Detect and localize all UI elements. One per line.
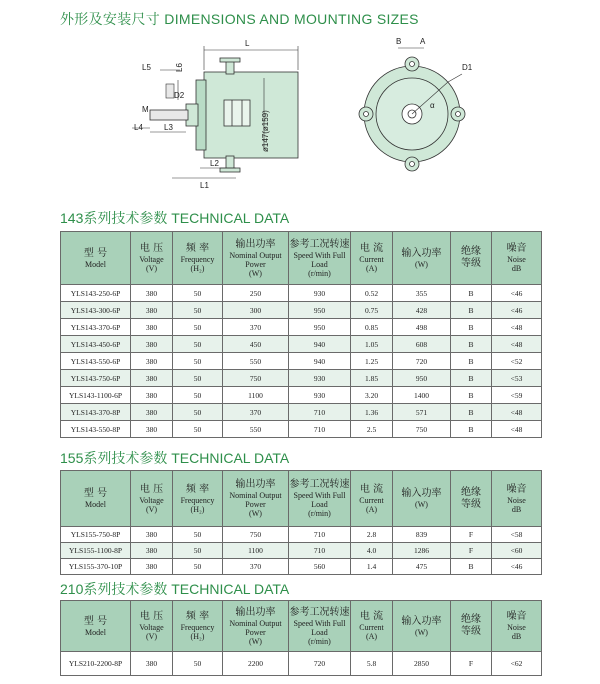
cell-frequency: 50 <box>173 319 223 336</box>
label-B: B <box>396 37 402 46</box>
cell-speed: 720 <box>289 652 351 676</box>
cell-current: 0.52 <box>351 285 393 302</box>
cell-insulation: B <box>451 387 492 404</box>
cell-insulation: F <box>451 527 492 543</box>
dimension-drawing <box>0 0 600 200</box>
header-current: 电 流 Current (A) <box>351 471 393 527</box>
cell-model: YLS143-1100-6P <box>61 387 131 404</box>
cell-voltage: 380 <box>131 543 173 559</box>
header-model: 型 号 Model <box>61 232 131 285</box>
cell-model: YLS143-450-6P <box>61 336 131 353</box>
cell-frequency: 50 <box>173 404 223 421</box>
table-header-row <box>61 601 542 652</box>
cell-speed: 930 <box>289 285 351 302</box>
cell-input-power: 571 <box>393 404 451 421</box>
label-diameter: ø147(ø159) <box>261 110 270 152</box>
cell-input-power: 1286 <box>393 543 451 559</box>
cell-insulation: B <box>451 285 492 302</box>
cell-current: 1.85 <box>351 370 393 387</box>
cell-output-power: 1100 <box>223 387 289 404</box>
table-155-series <box>60 470 542 575</box>
header-model: 型 号 Model <box>61 601 131 652</box>
cell-noise: <48 <box>492 421 542 438</box>
label-L6: L6 <box>175 63 184 72</box>
cell-frequency: 50 <box>173 302 223 319</box>
cell-voltage: 380 <box>131 527 173 543</box>
label-L5: L5 <box>142 63 151 72</box>
table-row <box>61 336 542 353</box>
cell-noise: <59 <box>492 387 542 404</box>
cell-voltage: 380 <box>131 421 173 438</box>
cell-noise: <52 <box>492 353 542 370</box>
cell-current: 2.5 <box>351 421 393 438</box>
cell-voltage: 380 <box>131 404 173 421</box>
cell-insulation: B <box>451 370 492 387</box>
cell-voltage: 380 <box>131 336 173 353</box>
cell-model: YLS155-370-10P <box>61 559 131 575</box>
header-insulation: 绝缘 等级 <box>451 471 492 527</box>
label-L3: L3 <box>164 123 173 132</box>
cell-input-power: 2850 <box>393 652 451 676</box>
cell-input-power: 720 <box>393 353 451 370</box>
cell-model: YLS155-750-8P <box>61 527 131 543</box>
cell-insulation: F <box>451 543 492 559</box>
cell-frequency: 50 <box>173 421 223 438</box>
cell-model: YLS143-750-6P <box>61 370 131 387</box>
cell-noise: <46 <box>492 285 542 302</box>
cell-noise: <46 <box>492 559 542 575</box>
header-insulation: 绝缘 等级 <box>451 601 492 652</box>
cell-voltage: 380 <box>131 559 173 575</box>
cell-insulation: F <box>451 652 492 676</box>
cell-insulation: B <box>451 302 492 319</box>
table-row <box>61 370 542 387</box>
label-A: A <box>420 37 426 46</box>
header-current: 电 流 Current (A) <box>351 232 393 285</box>
cell-speed: 710 <box>289 421 351 438</box>
label-L2: L2 <box>210 159 219 168</box>
label-M: M <box>142 105 149 114</box>
header-speed: 参考工况转速 Speed With Full Load (r/min) <box>289 471 351 527</box>
table-row <box>61 285 542 302</box>
cell-voltage: 380 <box>131 652 173 676</box>
section-143-title: 143系列技术参数 TECHNICAL DATA <box>60 210 290 226</box>
cell-output-power: 300 <box>223 302 289 319</box>
header-speed: 参考工况转速 Speed With Full Load (r/min) <box>289 601 351 652</box>
cell-frequency: 50 <box>173 527 223 543</box>
cell-voltage: 380 <box>131 353 173 370</box>
cell-output-power: 550 <box>223 421 289 438</box>
cell-frequency: 50 <box>173 285 223 302</box>
cell-insulation: B <box>451 353 492 370</box>
cell-input-power: 950 <box>393 370 451 387</box>
cell-current: 2.8 <box>351 527 393 543</box>
table-header-row <box>61 471 542 527</box>
table-row <box>61 404 542 421</box>
section-210-title: 210系列技术参数 TECHNICAL DATA <box>60 581 290 597</box>
cell-voltage: 380 <box>131 319 173 336</box>
cell-insulation: B <box>451 559 492 575</box>
cell-input-power: 750 <box>393 421 451 438</box>
cell-input-power: 608 <box>393 336 451 353</box>
header-frequency: 频 率 Frequency (H₂) <box>173 471 223 527</box>
header-frequency: 频 率 Frequency (H₂) <box>173 232 223 285</box>
header-noise: 噪音 Noise dB <box>492 232 542 285</box>
cell-current: 5.8 <box>351 652 393 676</box>
header-voltage: 电 压 Voltage (V) <box>131 232 173 285</box>
cell-output-power: 370 <box>223 559 289 575</box>
cell-output-power: 750 <box>223 370 289 387</box>
cell-noise: <48 <box>492 336 542 353</box>
cell-insulation: B <box>451 421 492 438</box>
cell-model: YLS143-550-8P <box>61 421 131 438</box>
label-L1: L1 <box>200 181 209 190</box>
header-output-power: 输出功率 Nominal Output Power (W) <box>223 232 289 285</box>
cell-noise: <58 <box>492 527 542 543</box>
cell-speed: 710 <box>289 404 351 421</box>
cell-insulation: B <box>451 319 492 336</box>
header-input-power: 输入功率 (W) <box>393 232 451 285</box>
cell-noise: <60 <box>492 543 542 559</box>
cell-speed: 930 <box>289 370 351 387</box>
table-row <box>61 387 542 404</box>
cell-voltage: 380 <box>131 285 173 302</box>
cell-noise: <53 <box>492 370 542 387</box>
cell-current: 1.4 <box>351 559 393 575</box>
cell-input-power: 355 <box>393 285 451 302</box>
header-input-power: 输入功率 (W) <box>393 471 451 527</box>
table-210-series <box>60 600 542 676</box>
cell-speed: 950 <box>289 319 351 336</box>
cell-model: YLS143-370-8P <box>61 404 131 421</box>
cell-model: YLS210-2200-8P <box>61 652 131 676</box>
table-row <box>61 543 542 559</box>
table-row <box>61 559 542 575</box>
table-143-series <box>60 231 542 438</box>
header-voltage: 电 压 Voltage (V) <box>131 601 173 652</box>
cell-output-power: 550 <box>223 353 289 370</box>
cell-current: 1.36 <box>351 404 393 421</box>
cell-current: 0.75 <box>351 302 393 319</box>
cell-model: YLS143-250-6P <box>61 285 131 302</box>
cell-frequency: 50 <box>173 370 223 387</box>
cell-speed: 710 <box>289 543 351 559</box>
cell-model: YLS143-300-6P <box>61 302 131 319</box>
cell-noise: <62 <box>492 652 542 676</box>
header-noise: 噪音 Noise dB <box>492 471 542 527</box>
header-output-power: 输出功率 Nominal Output Power (W) <box>223 601 289 652</box>
cell-current: 4.0 <box>351 543 393 559</box>
cell-noise: <46 <box>492 302 542 319</box>
table-row <box>61 527 542 543</box>
motor-side-view <box>150 58 298 172</box>
cell-current: 1.25 <box>351 353 393 370</box>
table-row <box>61 421 542 438</box>
table-row <box>61 652 542 676</box>
cell-noise: <48 <box>492 404 542 421</box>
label-L: L <box>245 39 250 48</box>
section-155-title: 155系列技术参数 TECHNICAL DATA <box>60 450 290 466</box>
cell-voltage: 380 <box>131 387 173 404</box>
cell-speed: 940 <box>289 336 351 353</box>
table-row <box>61 302 542 319</box>
header-output-power: 输出功率 Nominal Output Power (W) <box>223 471 289 527</box>
cell-frequency: 50 <box>173 559 223 575</box>
label-L4: L4 <box>134 123 143 132</box>
cell-output-power: 1100 <box>223 543 289 559</box>
header-speed: 参考工况转速 Speed With Full Load (r/min) <box>289 232 351 285</box>
label-D1: D1 <box>462 63 473 72</box>
cell-insulation: B <box>451 336 492 353</box>
label-D2: D2 <box>174 91 185 100</box>
cell-output-power: 2200 <box>223 652 289 676</box>
header-noise: 噪音 Noise dB <box>492 601 542 652</box>
cell-frequency: 50 <box>173 353 223 370</box>
cell-speed: 940 <box>289 353 351 370</box>
cell-input-power: 475 <box>393 559 451 575</box>
cell-output-power: 370 <box>223 319 289 336</box>
cell-speed: 950 <box>289 302 351 319</box>
cell-output-power: 450 <box>223 336 289 353</box>
cell-frequency: 50 <box>173 336 223 353</box>
cell-input-power: 428 <box>393 302 451 319</box>
cell-current: 1.05 <box>351 336 393 353</box>
cell-input-power: 839 <box>393 527 451 543</box>
header-voltage: 电 压 Voltage (V) <box>131 471 173 527</box>
cell-speed: 710 <box>289 527 351 543</box>
cell-frequency: 50 <box>173 652 223 676</box>
header-input-power: 输入功率 (W) <box>393 601 451 652</box>
header-model: 型 号 Model <box>61 471 131 527</box>
cell-frequency: 50 <box>173 543 223 559</box>
cell-model: YLS155-1100-8P <box>61 543 131 559</box>
cell-voltage: 380 <box>131 302 173 319</box>
cell-speed: 930 <box>289 387 351 404</box>
cell-current: 0.85 <box>351 319 393 336</box>
page-title: 外形及安装尺寸 DIMENSIONS AND MOUNTING SIZES <box>60 11 419 27</box>
table-header-row <box>61 232 542 285</box>
cell-frequency: 50 <box>173 387 223 404</box>
label-alpha: α <box>430 101 435 110</box>
cell-speed: 560 <box>289 559 351 575</box>
table-row <box>61 319 542 336</box>
cell-output-power: 250 <box>223 285 289 302</box>
cell-noise: <48 <box>492 319 542 336</box>
cell-current: 3.20 <box>351 387 393 404</box>
cell-output-power: 370 <box>223 404 289 421</box>
cell-output-power: 750 <box>223 527 289 543</box>
cell-input-power: 1400 <box>393 387 451 404</box>
cell-input-power: 498 <box>393 319 451 336</box>
table-row <box>61 353 542 370</box>
cell-model: YLS143-550-6P <box>61 353 131 370</box>
header-frequency: 频 率 Frequency (H₂) <box>173 601 223 652</box>
cell-insulation: B <box>451 404 492 421</box>
header-current: 电 流 Current (A) <box>351 601 393 652</box>
cell-voltage: 380 <box>131 370 173 387</box>
header-insulation: 绝缘 等级 <box>451 232 492 285</box>
cell-model: YLS143-370-6P <box>61 319 131 336</box>
